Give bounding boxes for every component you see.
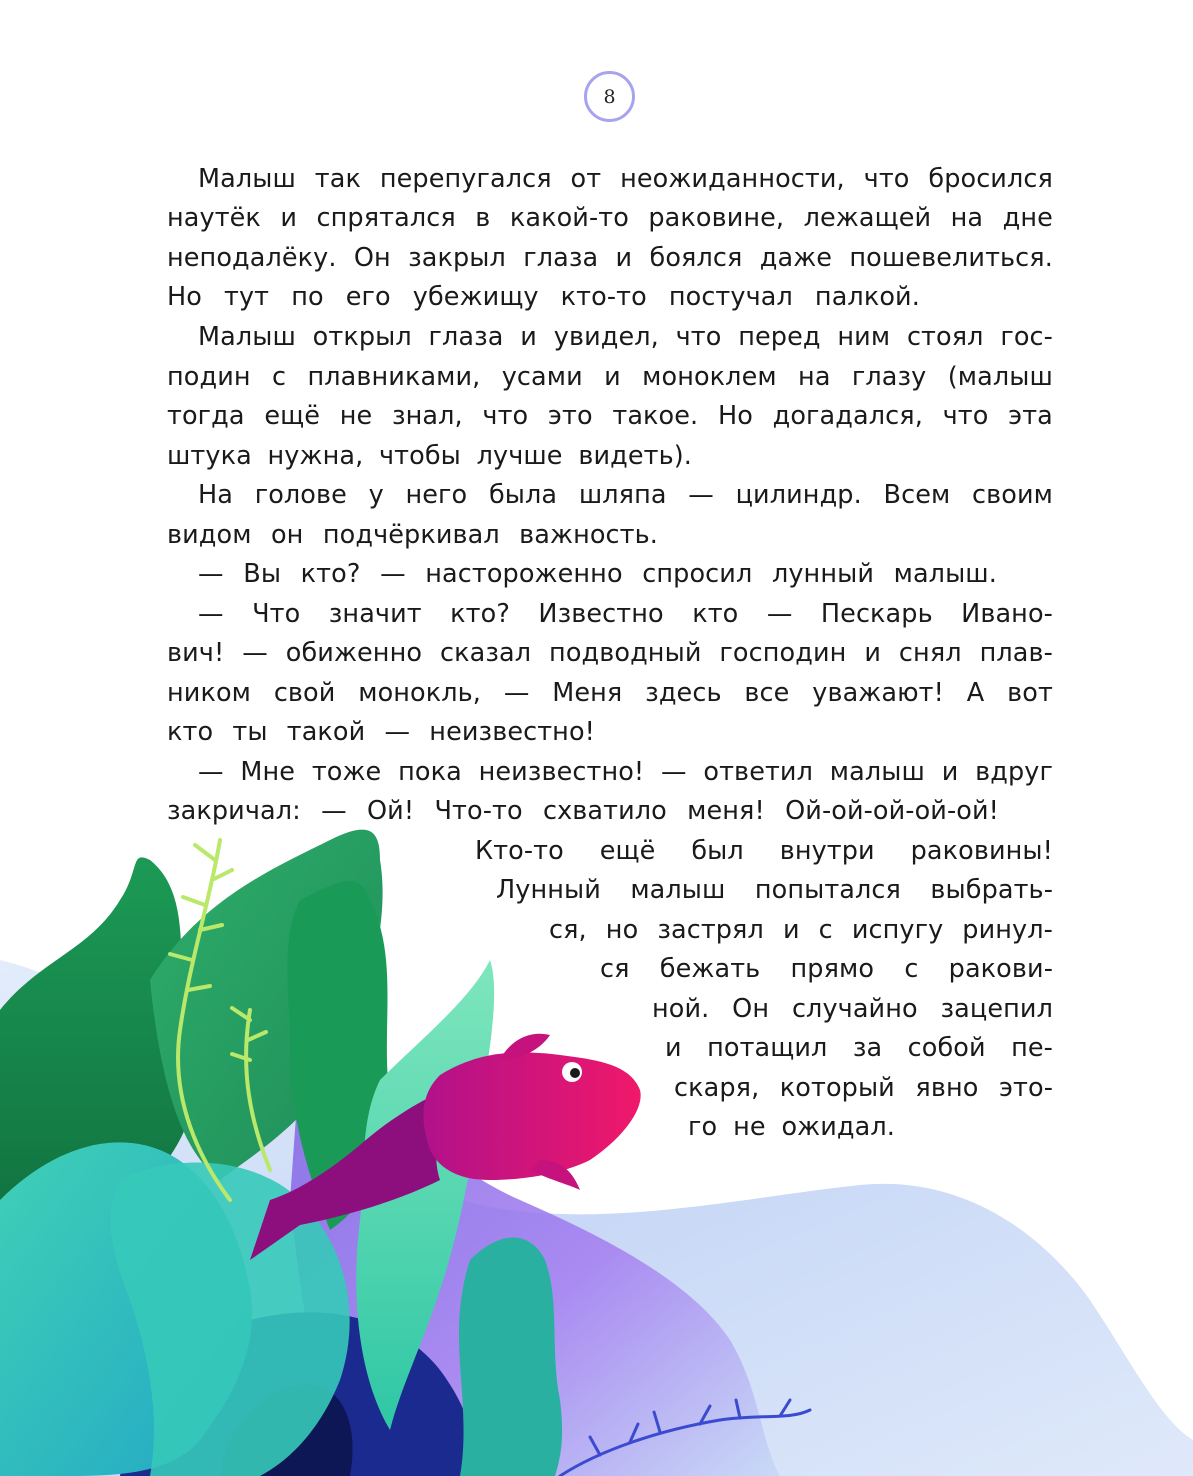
story-line-text: Малыш открыл глаза и увидел, что перед ним стоял гос-: [198, 322, 1053, 352]
story-line-text: Но тут по его убежищу кто-то постучал палкой.: [167, 282, 920, 312]
story-line: [0, 791, 1193, 831]
story-line: [0, 870, 1193, 910]
story-line: [0, 989, 1193, 1029]
story-line-text: скаря, который явно это-: [674, 1073, 1053, 1103]
story-line: [0, 396, 1193, 436]
story-line: [0, 159, 1193, 199]
story-line: [0, 831, 1193, 871]
seaweed-leaf-right: [459, 1238, 562, 1476]
story-line-text: видом он подчёркивал важность.: [167, 520, 658, 550]
story-line: [0, 554, 1193, 594]
story-line-text: ся, но застрял и с испугу ринул-: [549, 915, 1053, 945]
story-line-text: Лунный малыш попытался выбрать-: [496, 875, 1053, 905]
story-line-text: — Что значит кто? Известно кто — Пескарь Ивано-: [198, 599, 1053, 629]
story-line-text: штука нужна, чтобы лучше видеть).: [167, 441, 692, 471]
story-line-text: Малыш так перепугался от неожиданности, что бросился: [198, 164, 1053, 194]
story-line-text: ником свой монокль, — Меня здесь все уважают! А вот: [167, 678, 1053, 708]
story-line: [0, 910, 1193, 950]
story-line-text: закричал: — Ой! Что-то схватило меня! Ой-ой-ой-ой-ой!: [167, 796, 999, 826]
story-line: [0, 1068, 1193, 1108]
story-line-text: наутёк и спрятался в какой-то раковине, лежащей на дне: [167, 203, 1053, 233]
story-line: [0, 712, 1193, 752]
story-line: [0, 752, 1193, 792]
story-line-text: го не ожидал.: [688, 1112, 895, 1142]
story-line-text: Кто-то ещё был внутри раковины!: [475, 836, 1053, 866]
story-line-text: ся бежать прямо с ракови-: [600, 954, 1053, 984]
story-line-text: неподалёку. Он закрыл глаза и боялся даже пошевелиться.: [167, 243, 1053, 273]
story-line: [0, 673, 1193, 713]
story-line: [0, 317, 1193, 357]
story-line: [0, 238, 1193, 278]
story-line: [0, 949, 1193, 989]
story-line-text: вич! — обиженно сказал подводный господин и снял плав-: [167, 638, 1053, 668]
page-number-badge: 8: [584, 71, 635, 122]
story-line-text: — Вы кто? — настороженно спросил лунный малыш.: [198, 559, 997, 589]
story-line: [0, 198, 1193, 238]
story-line: [0, 633, 1193, 673]
story-line: [0, 515, 1193, 555]
story-line: [0, 1028, 1193, 1068]
story-line-text: кто ты такой — неизвестно!: [167, 717, 595, 747]
story-line-text: подин с плавниками, усами и моноклем на глазу (малыш: [167, 362, 1053, 392]
story-line: [0, 1107, 1193, 1147]
story-line-text: ной. Он случайно зацепил: [652, 994, 1053, 1024]
story-line: [0, 436, 1193, 476]
story-line-text: — Мне тоже пока неизвестно! — ответил малыш и вдруг: [198, 757, 1053, 787]
story-line-text: тогда ещё не знал, что это такое. Но догадался, что эта: [167, 401, 1053, 431]
story-line-text: На голове у него была шляпа — цилиндр. Всем своим: [198, 480, 1053, 510]
story-line: [0, 357, 1193, 397]
story-line-text: и потащил за собой пе-: [665, 1033, 1053, 1063]
story-line: [0, 594, 1193, 634]
story-line: [0, 475, 1193, 515]
story-line: [0, 277, 1193, 317]
